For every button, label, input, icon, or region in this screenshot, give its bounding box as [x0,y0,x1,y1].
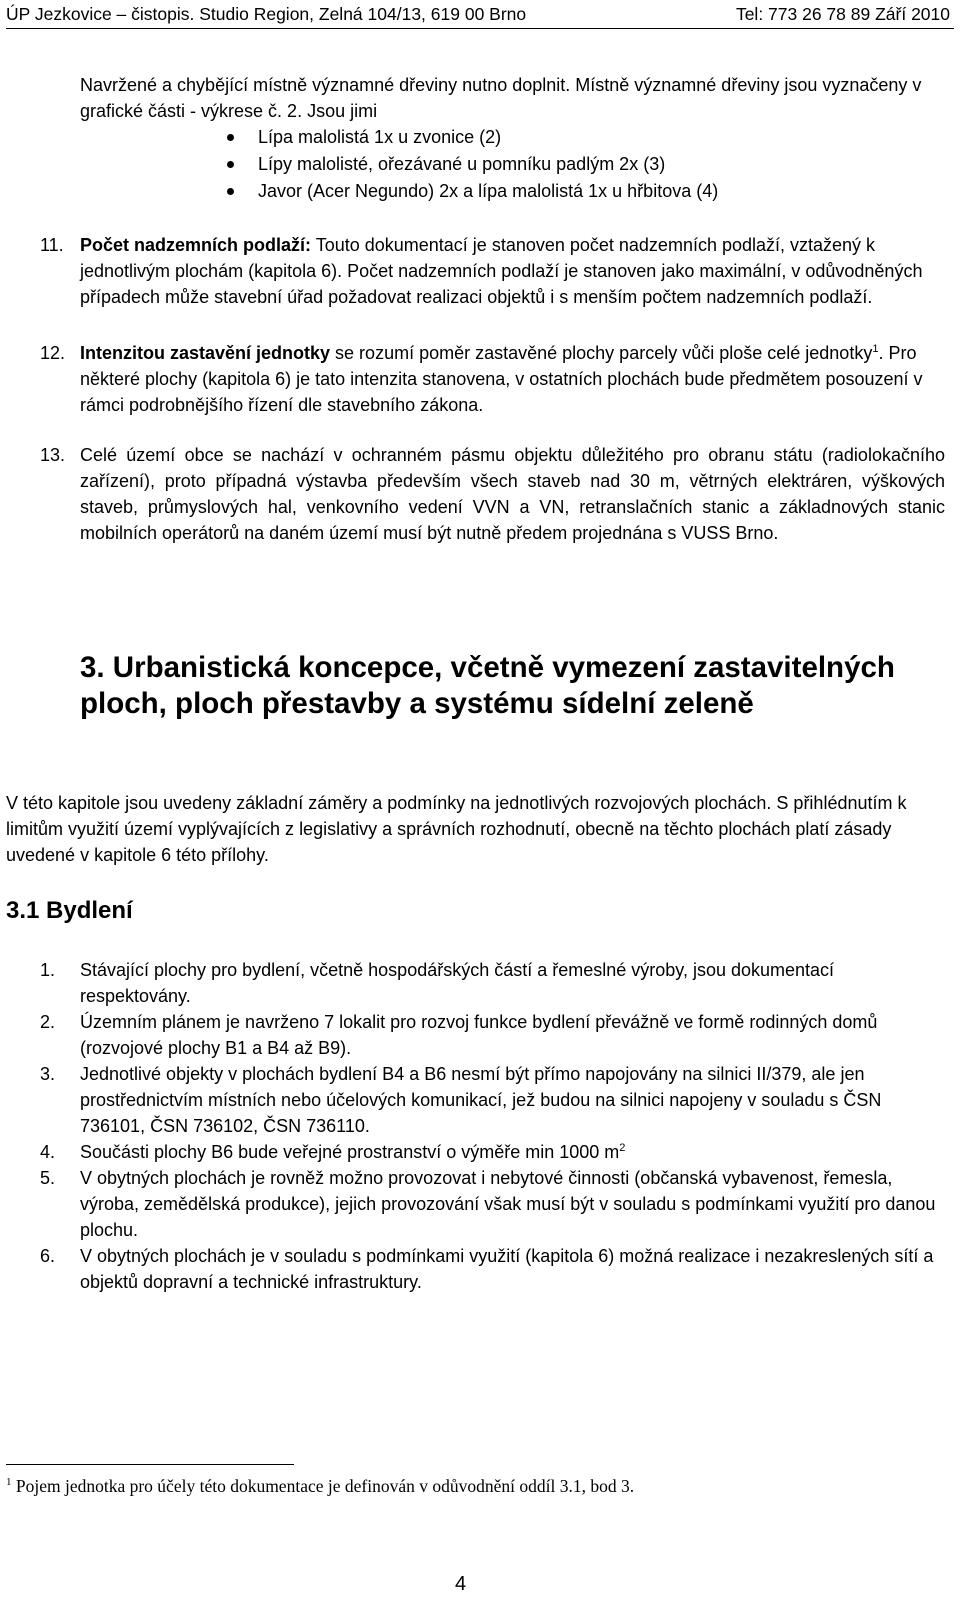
item-term: Počet nadzemních podlaží: [80,235,312,255]
list-item [40,1009,945,1061]
trees-intro-paragraph: Navržené a chybějící místně významné dřeviny nutno doplnit. Místně významné dřeviny jsou vyznačeny v grafické části - výkrese č. 2. Jsou jimi [80,75,922,121]
header-divider [6,28,954,29]
item-number: 13. [40,445,66,465]
footnote-mark: 1 [6,1476,12,1489]
item-text [80,340,945,418]
header-project-info: ÚP Jezkovice – čistopis. Studio Region, Zelná 104/13, 619 00 Brno [6,4,527,24]
bullet-item [80,178,940,205]
section-3-1-heading: 3.1 Bydlení [6,897,133,924]
housing-conditions-list [40,957,945,1295]
bullet-icon [227,161,234,168]
list-item-number: 5. [40,1168,56,1188]
footnote [6,1474,906,1498]
item-text [80,232,945,310]
bullet-text: Lípy malolisté, ořezávané u pomníku padlým 2x (3) [258,154,666,174]
list-item-text: Územním plánem je navrženo 7 lokalit pro rozvoj funkce bydlení převážně ve formě rodinných domů (rozvojové plochy B1 a B4 až B9). [80,1012,878,1058]
superscript-exponent: 2 [619,1142,626,1154]
list-item [40,957,945,1009]
section-3-intro-paragraph: V této kapitole jsou uvedeny základní záměry a podmínky na jednotlivých rozvojových plochách. S přihlédnutím k limitům využití území vyplývajících z legislativy a správních rozhodnutí, obecně na těchto plochách platí zásady uvedené v kapitole 6 této přílohy. [6,793,907,865]
item-number: 12. [40,343,66,363]
bullet-text: Lípa malolistá 1x u zvonice (2) [258,127,502,147]
list-item-text: V obytných plochách je rovněž možno provozovat i nebytové činnosti (občanská vybavenost, řemesla, výroba, zemědělská produkce), jejich provozování však musí být v souladu s podmínkami využití pro danou plochu. [80,1168,936,1240]
footnote-text: Pojem jednotka pro účely této dokumentace je definován v odůvodnění oddíl 3.1, bod 3. [11,1476,635,1496]
trees-bullet-list [80,124,940,205]
list-item-text: Součásti plochy B6 bude veřejné prostranství o výměře min 1000 m [80,1142,620,1162]
list-item [40,1165,945,1243]
footnote-reference[interactable]: 1 [872,343,879,355]
list-item-number: 3. [40,1064,56,1084]
footnote-divider [6,1464,294,1465]
section-3-heading [80,650,940,722]
list-item [40,1139,945,1165]
bullet-icon [227,134,234,141]
bullet-icon [227,188,234,195]
list-item-number: 1. [40,960,56,980]
item-body-continued: . Pro některé plochy (kapitola 6) je tato intenzita stanovena, v ostatních plochách bude předmětem posouzení v rámci podrobnějšího řízení dle stavebního zákona. [80,343,923,415]
list-item-text: Stávající plochy pro bydlení, včetně hospodářských částí a řemeslné výroby, jsou dokumentací respektovány. [80,960,835,1006]
bullet-item [80,151,940,178]
item-term: Intenzitou zastavění jednotky [80,343,331,363]
item-12 [40,340,945,418]
section-3-heading-text: 3. Urbanistická koncepce, včetně vymezení zastavitelných ploch, ploch přestavby a systému sídelní zeleně [80,651,895,720]
item-body: Touto dokumentací je stanoven počet nadzemních podlaží, vztažený k jednotlivým plochám (kapitola 6). Počet nadzemních podlaží je stanoven jako maximální, v odůvodněných případech může stavební úřad požadovat realizaci objektů i s menším počtem nadzemních podlaží. [80,235,923,307]
bullet-item [80,124,940,151]
item-body: se rozumí poměr zastavěné plochy parcely vůči ploše celé jednotky [330,343,873,363]
list-item-number: 4. [40,1142,56,1162]
list-item-text: Jednotlivé objekty v plochách bydlení B4 a B6 nesmí být přímo napojovány na silnici II/379, ale jen prostřednictvím místních nebo účelových komunikací, jež budou na silnici napojeny v souladu s ČSN 736101, ČSN 736102, ČSN 736110. [80,1064,882,1136]
item-number: 11. [40,235,64,255]
item-text: Celé území obce se nachází v ochranném pásmu objektu důležitého pro obranu státu (radiolokačního zařízení), proto případná výstavba především všech staveb nad 30 m, větrných elektráren, výškových staveb, průmyslových hal, venkovního vedení VVN a VN, retranslačních stanic a základnových stanic mobilních operátorů na daném území musí být nutně předem projednána s VUSS Brno. [80,445,945,543]
list-item-number: 2. [40,1012,56,1032]
item-11 [40,232,945,310]
header-contact-date: Tel: 773 26 78 89 Září 2010 [735,4,950,24]
page-header [6,2,956,26]
item-13 [40,442,945,546]
page-number: 4 [455,1573,467,1595]
list-item-number: 6. [40,1246,56,1266]
list-item [40,1243,945,1295]
list-item [40,1061,945,1139]
list-item-text: V obytných plochách je v souladu s podmínkami využití (kapitola 6) možná realizace i nezakreslených sítí a objektů dopravní a technické infrastruktury. [80,1246,934,1292]
bullet-text: Javor (Acer Negundo) 2x a lípa malolistá 1x u hřbitova (4) [258,181,719,201]
